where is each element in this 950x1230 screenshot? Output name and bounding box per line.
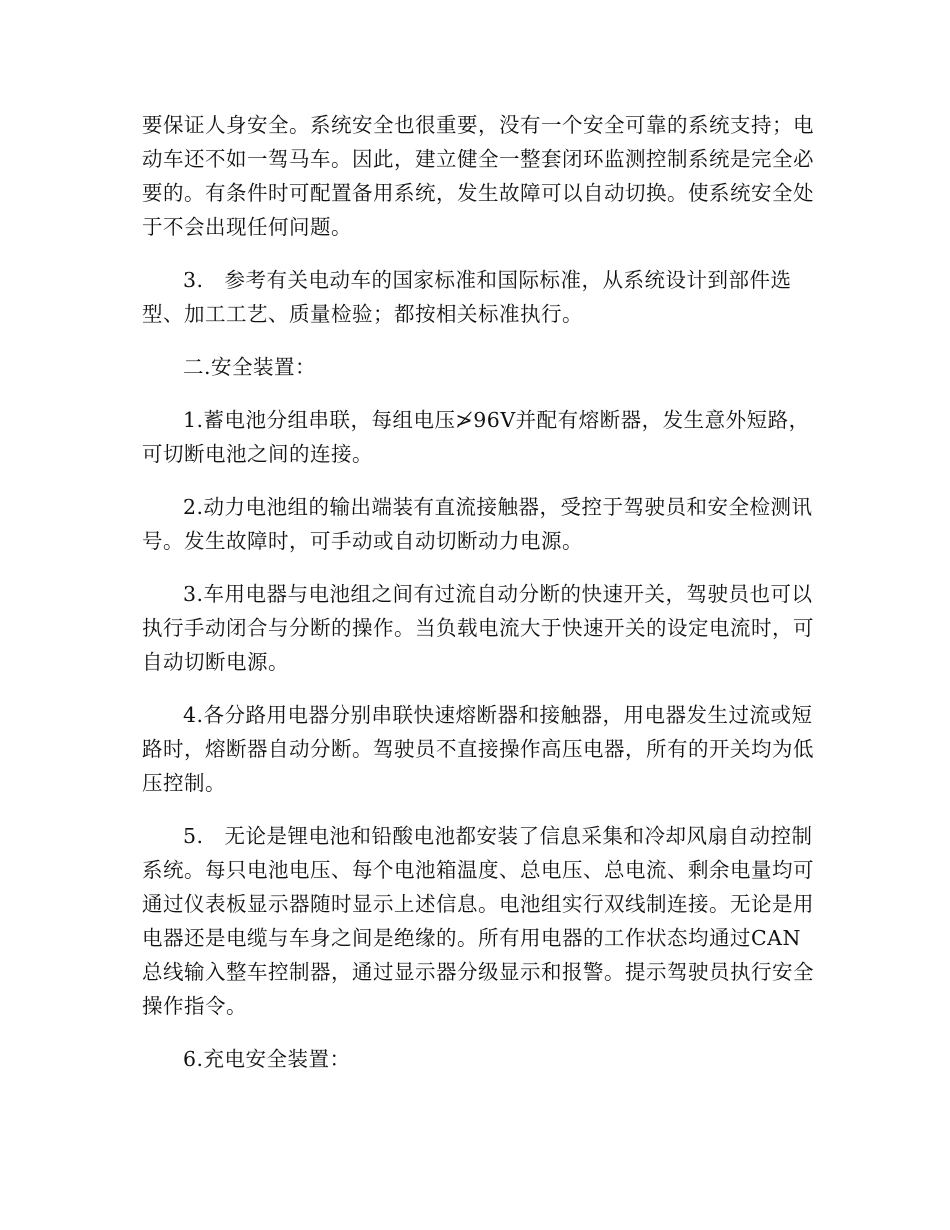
paragraph-item-5-monitoring: 5. 无论是锂电池和铅酸电池都安装了信息采集和冷却风扇自动控制系统。每只电池电压、每个电池箱温度、总电压、总电流、剩余电量均可通过仪表板显示器随时显示上述信息。电池组实行双线制连接。无论是用电器还是电缆与车身之间是绝缘的。所有用电器的工作状态均通过CAN总线输入整车控制器，通过显示器分级显示和报警。提示驾驶员执行安全操作指令。 (142, 824, 814, 1018)
document-body (142, 108, 814, 1076)
paragraph-item-3-fast-switch: 3.车用电器与电池组之间有过流自动分断的快速开关，驾驶员也可以执行手动闭合与分断的操作。当负载电流大于快速开关的设定电流时，可自动切断电源。 (142, 582, 814, 674)
paragraph-standards: 3. 参考有关电动车的国家标准和国际标准，从系统设计到部件选型、加工工艺、质量检验；都按相关标准执行。 (142, 268, 792, 326)
paragraph-item-4-fuses: 4.各分路用电器分别串联快速熔断器和接触器，用电器发生过流或短路时，熔断器自动分断。驾驶员不直接操作高压电器，所有的开关均为低压控制。 (142, 703, 814, 795)
paragraph-item-2-contactor: 2.动力电池组的输出端装有直流接触器，受控于驾驶员和安全检测讯号。发生故障时，可手动或自动切断动力电源。 (142, 495, 813, 553)
paragraph-system-safety: 要保证人身安全。系统安全也很重要，没有一个安全可靠的系统支持；电动车还不如一驾马车。因此，建立健全一整套闭环监测控制系统是完全必要的。有条件时可配置备用系统，发生故障可以自动切换。使系统安全处于不会出现任何问题。 (142, 113, 814, 239)
paragraph-item-1-battery-groups: 1.蓄电池分组串联，每组电压≯96V并配有熔断器，发生意外短路，可切断电池之间的连接。 (142, 408, 810, 466)
section-heading-safety-devices: 二.安全装置： (183, 355, 317, 379)
paragraph-item-6-charging: 6.充电安全装置： (183, 1047, 351, 1071)
